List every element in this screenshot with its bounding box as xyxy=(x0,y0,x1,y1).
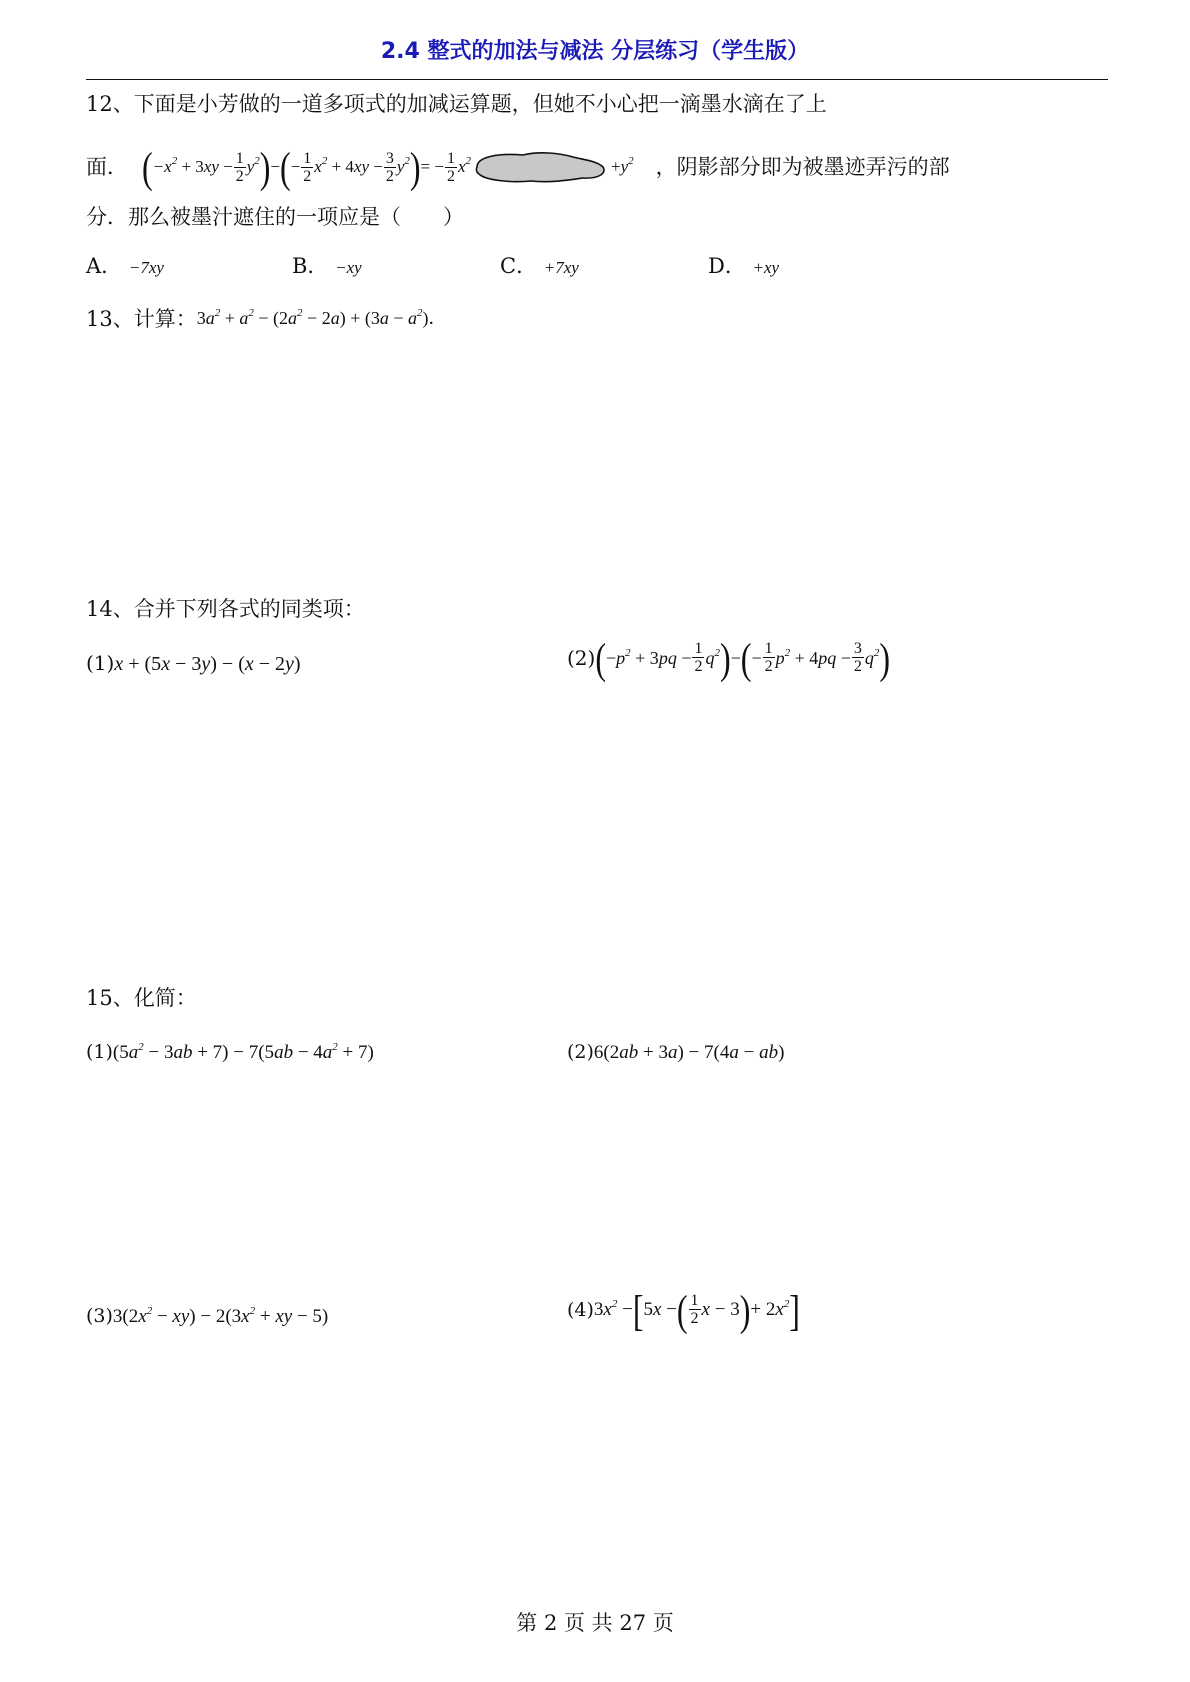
q15-part3: $(3)3(2x^2 - xy) - 2(3x^2$ + xy − 5) xyxy=(86,1305,329,1327)
q12-option-c[interactable] xyxy=(500,250,579,280)
option-value: −7xy xyxy=(128,258,164,277)
option-letter: A． xyxy=(86,254,123,278)
q13-expression: $3a^2 + a^2 - (2a^2 - 2a) + (3a - a^2)$． xyxy=(196,307,447,328)
part-label: (1) xyxy=(86,1041,113,1063)
option-letter: C． xyxy=(500,254,538,278)
q14-part1: (1)x + (5x − 3y) − (x − 2y) xyxy=(86,651,301,675)
q12-option-b[interactable] xyxy=(292,250,362,280)
q12-equation: ( $-x^2$ + 3 xy − $\frac{1}{2}$ $y^2$ ) − ( − $\frac{1}{2}$ $x^2$ + 4 xy − $\frac{3}{2}$ $y^2$ ) = − $\frac{1}{2}$ $x^2$ + $y^2$ xyxy=(142,142,634,192)
page-title: 2.4 整式的加法与减法 分层练习（学生版） xyxy=(380,39,810,64)
part-label: (2) xyxy=(567,645,596,670)
option-letter: D． xyxy=(708,254,746,278)
q12-option-d[interactable] xyxy=(708,250,779,280)
page-footer: 第 2 页 共 27 页 xyxy=(516,1611,674,1635)
option-letter: B． xyxy=(292,254,329,278)
q15-part1: $(1)(5a^2 - 3ab + 7) - 7(5ab - 4a^2 + 7)$ xyxy=(86,1041,374,1063)
q15-part4: (4) 3 $x^2$ − [ 5 x − ( $\frac{1}{2}$ x − 3 ) + 2 $x^2$ ] xyxy=(567,1285,800,1334)
option-value: +xy xyxy=(752,258,780,277)
q12-line2 xyxy=(86,142,950,192)
option-value: +7xy xyxy=(543,258,579,277)
q14-label: 14、合并下列各式的同类项： xyxy=(86,597,365,621)
q14-part2: (2) ( − $p^2$ + 3 pq − $\frac{1}{2}$ $q^2$ ) − ( − $\frac{1}{2}$ $p^2$ + 4 pq − $\frac{3}{2}$ $q^2$ ) xyxy=(567,633,891,682)
part-label: (2) xyxy=(567,1041,594,1063)
q12-line2-suffix: ，阴影部分即为被墨迹弄污的部 xyxy=(655,155,950,179)
part-label: (3) xyxy=(86,1305,113,1327)
header-divider xyxy=(86,79,1108,80)
q12-option-a[interactable] xyxy=(86,250,164,280)
option-value: −xy xyxy=(335,258,362,277)
q15-label: 15、化简： xyxy=(86,986,197,1010)
q15-part2: (2)6(2ab + 3a) − 7(4a − ab) xyxy=(567,1041,785,1063)
part-label: (4) xyxy=(567,1298,594,1321)
part-label: (1) xyxy=(86,651,115,675)
q13-label: 13、计算： xyxy=(86,306,197,331)
ink-blot xyxy=(473,147,609,187)
q12-line2-prefix: 面． xyxy=(86,155,128,179)
q12-line3: 分．那么被墨汁遮住的一项应是（ ） xyxy=(86,205,464,229)
q13 xyxy=(86,303,447,334)
q12-line1: 12、下面是小芳做的一道多项式的加减运算题，但她不小心把一滴墨水滴在了上 xyxy=(86,92,827,116)
